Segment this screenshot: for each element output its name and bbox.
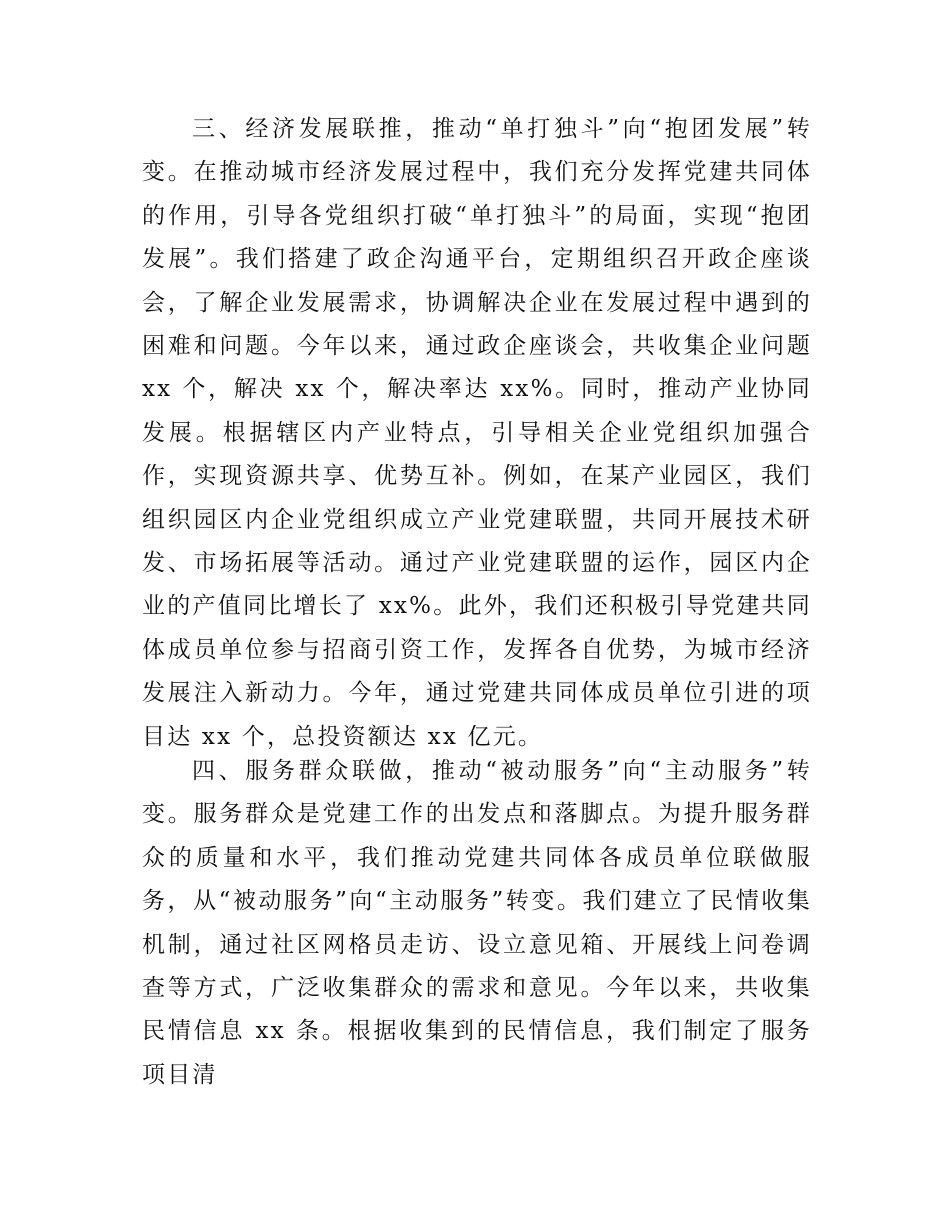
body-text-block-2	[142, 750, 812, 1097]
body-text-block-1	[142, 108, 812, 759]
paragraph-serving-the-masses: 四、服务群众联做，推动“被动服务”向“主动服务”转变。服务群众是党建工作的出发点和落脚点。为提升服务群众的质量和水平，我们推动党建共同体各成员单位联做服务，从“被动服务”向“主动服务”转变。我们建立了民情收集机制，通过社区网格员走访、设立意见箱、开展线上问卷调查等方式，广泛收集群众的需求和意见。今年以来，共收集民情信息 xx 条。根据收集到的民情信息，我们制定了服务项目清	[142, 758, 812, 1088]
paragraph-economic-development: 三、经济发展联推，推动“单打独斗”向“抱团发展”转变。在推动城市经济发展过程中，我们充分发挥党建共同体的作用，引导各党组织打破“单打独斗”的局面，实现“抱团发展”。我们搭建了政企沟通平台，定期组织召开政企座谈会，了解企业发展需求，协调解决企业在发展过程中遇到的困难和问题。今年以来，通过政企座谈会，共收集企业问题 xx 个，解决 xx 个，解决率达 xx%。同时，推动产业协同发展。根据辖区内产业特点，引导相关企业党组织加强合作，实现资源共享、优势互补。例如，在某产业园区，我们组织园区内企业党组织成立产业党建联盟，共同开展技术研发、市场拓展等活动。通过产业党建联盟的运作，园区内企业的产值同比增长了 xx%。此外，我们还积极引导党建共同体成员单位参与招商引资工作，发挥各自优势，为城市经济发展注入新动力。今年，通过党建共同体成员单位引进的项目达 xx 个，总投资额达 xx 亿元。	[142, 116, 812, 750]
